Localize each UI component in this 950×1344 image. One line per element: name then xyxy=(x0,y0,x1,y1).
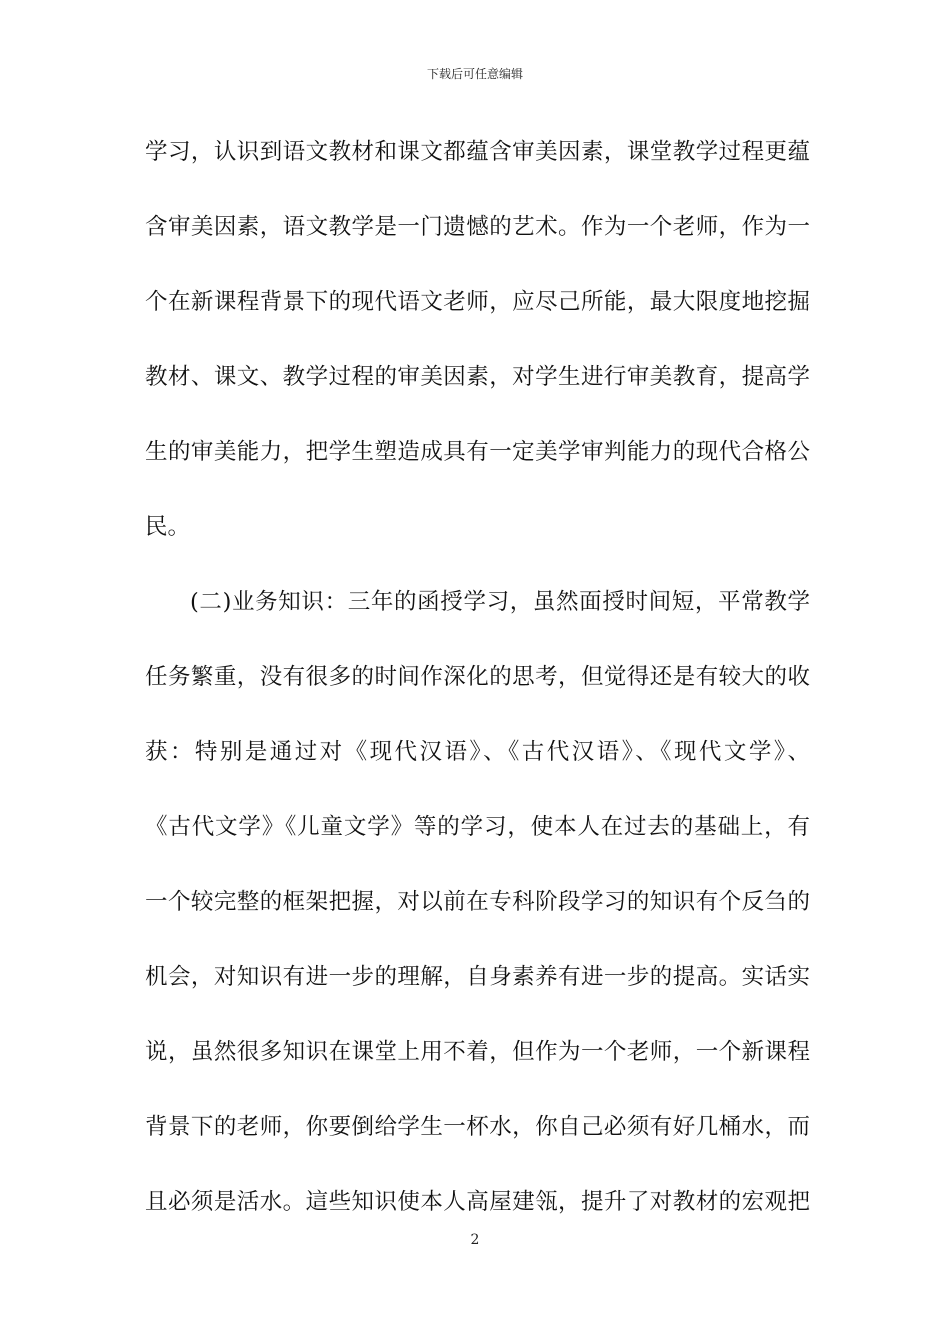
paragraph-professional-knowledge xyxy=(145,580,810,1255)
text-line: 任务繁重，没有很多的时间作深化的思考，但觉得还是有较大的收 xyxy=(145,664,810,690)
text-line: 且必须是活水。這些知识使本人高屋建瓴，提升了对教材的宏观把 xyxy=(145,1189,810,1215)
text-line-last: 民。 xyxy=(145,514,191,540)
text-line: 学习，认识到语文教材和课文都蕴含审美因素，课堂教学过程更蕴 xyxy=(145,139,810,165)
page-header: 下载后可任意编辑 xyxy=(426,67,523,81)
text-line-first: (二)业务知识：三年的函授学习，虽然面授时间短，平常教学 xyxy=(190,589,810,615)
text-line: 生的审美能力，把学生塑造成具有一定美学审判能力的现代合格公 xyxy=(145,439,810,465)
text-line: 机会，对知识有进一步的理解，自身素养有进一步的提高。实话实 xyxy=(145,964,810,990)
text-line: 获：特别是通过对《现代汉语》、《古代汉语》、《现代文学》、 xyxy=(145,739,810,765)
page-number: 2 xyxy=(470,1232,480,1248)
text-line: 背景下的老师，你要倒给学生一杯水，你自己必须有好几桶水，而 xyxy=(145,1114,810,1140)
text-line: 含审美因素，语文教学是一门遗憾的艺术。作为一个老师，作为一 xyxy=(145,214,810,240)
text-line: 教材、课文、教学过程的审美因素，对学生进行审美教育，提高学 xyxy=(145,364,810,390)
text-line: 个在新课程背景下的现代语文老师，应尽己所能，最大限度地挖掘 xyxy=(145,289,810,315)
paragraph-aesthetic-education xyxy=(145,130,810,580)
text-line: 《古代文学》《儿童文学》等的学习，使本人在过去的基础上，有 xyxy=(145,814,810,840)
text-line: 一个较完整的框架把握，对以前在专科阶段学习的知识有个反刍的 xyxy=(145,889,810,915)
text-line: 说，虽然很多知识在课堂上用不着，但作为一个老师，一个新课程 xyxy=(145,1039,810,1065)
document-body xyxy=(145,130,810,1255)
